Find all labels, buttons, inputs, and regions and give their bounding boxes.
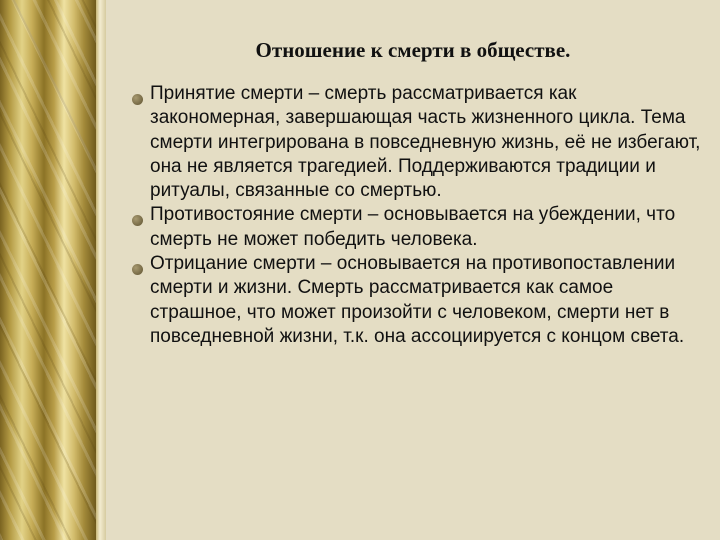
list-item [150,82,706,203]
list-item [150,252,706,349]
bullet-text: Противостояние смерти – основывается на убеждении, что смерть не может победить человека. [150,204,676,250]
bullet-list [150,82,706,349]
slide-title: Отношение к смерти в обществе. [255,38,571,62]
bullet-icon [132,215,143,226]
decorative-gold-frame [0,0,96,540]
frame-edge [96,0,106,540]
bullet-icon [132,94,143,105]
bullet-text: Принятие смерти – смерть рассматривается как закономерная, завершающая часть жизненного цикла. Тема смерти интегрирована в повседневную жизнь, её не избегают, она не является трагедией. Поддерживаются традиции и ритуалы, связанные со смертью. [150,83,701,202]
slide-content [106,0,720,540]
bullet-text: Отрицание смерти – основывается на противопоставлении смерти и жизни. Смерть рассматривается как самое страшное, что может произойти с человеком, смерти нет в повседневной жизни, т.к. она ассоциируется с концом света. [150,253,685,347]
bullet-icon [132,264,143,275]
list-item [150,203,706,252]
